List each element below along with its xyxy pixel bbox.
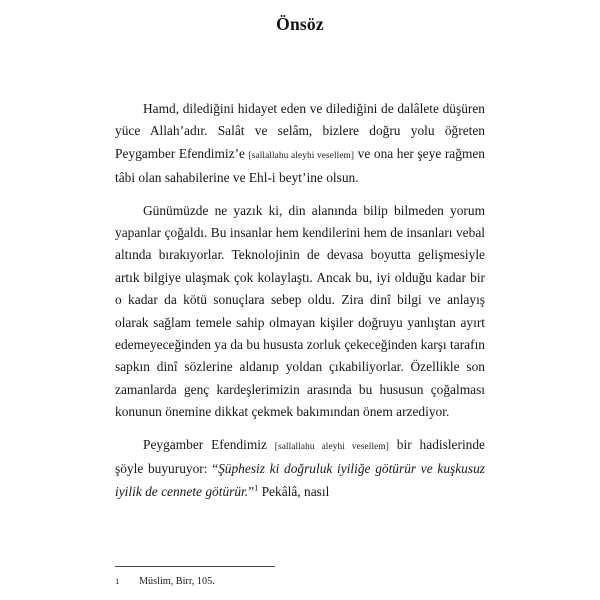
text-run: Pekâlâ, nasıl	[258, 483, 330, 499]
text-run: Günümüzde ne yazık ki, din alanında bilip bilmeden yorum yapanlar çoğaldı. Bu insanlar hem kendilerini hem de insanları vebal altında bırakıyorlar. Teknolojinin de devasa boyutta gelişmesiyle artık bilgiye ulaşmak çok kolaylaştı. Ancak bu, iyi olduğu kadar bir o kadar da kötü sonuçlara sebep oldu. Zira dinî bilgi ve anlayış olarak sağlam temele sahip olmayan kişiler doğruyu yanlıştan ayırt edemeyeceğinden ya da bu hususta zorluk çekeceğinden karşı tarafın sapkın dinî sözlerine aldanıp yoldan çıkabiliyorlar. Özellikle son zamanlarda genç kardeşlerimizin arasında bu hususun çoğalması konunun önemine dikkat çekmek bakımından önem arzediyor.	[115, 202, 485, 420]
honorific-bracket-text: [sallallahu aleyhi vesellem]	[274, 441, 389, 452]
hadith-quote-italic: Şüphesiz ki doğruluk iyiliğe götürür ve kuşkusuz iyilik de cennete götürür.	[115, 461, 485, 499]
footnote-text: Müslim, Birr, 105.	[139, 576, 215, 587]
footnote-reference-marker[interactable]: 1	[254, 483, 259, 493]
text-run: Peygamber Efendimiz	[143, 436, 275, 452]
page-title: Önsöz	[276, 14, 324, 34]
body-text-block	[115, 98, 485, 503]
footnote-number: 1	[115, 576, 120, 586]
footnote-separator-rule	[115, 566, 275, 567]
footnote-area	[115, 566, 485, 589]
honorific-bracket-text: [sallallahu aleyhi vesellem]	[248, 150, 355, 161]
paragraph-2	[115, 200, 485, 424]
text-run: ve ona her şeye rağmen tâbi olan sahabilerine ve Ehl-i beyt’ine olsun.	[115, 145, 485, 186]
footnote-item	[115, 574, 485, 589]
text-run: Hamd, dilediğini hidayet eden ve dilediğini de dalâlete düşüren yüce Allah’adır. Salât ve selâm, bizlere doğru yolu öğreten Peygamber Efendimiz’e	[115, 101, 485, 161]
paragraph-3	[115, 434, 485, 503]
text-run: ”	[248, 483, 255, 499]
paragraph-1	[115, 98, 485, 190]
text-run: bir hadislerinde şöyle buyuruyor: “	[115, 436, 485, 477]
